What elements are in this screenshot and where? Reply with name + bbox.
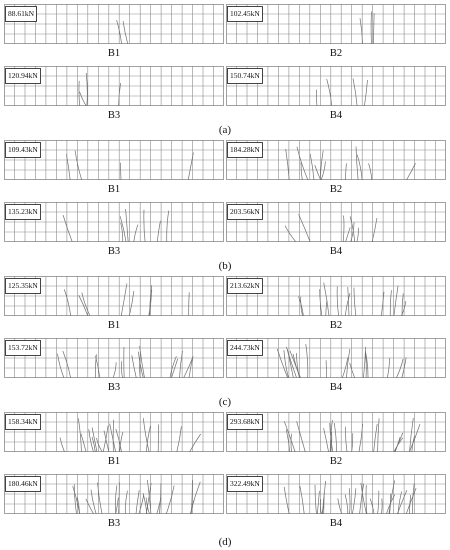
load-label: 150.74kN (227, 68, 263, 84)
crack-line (58, 354, 65, 378)
crack-line (75, 151, 82, 181)
crack-line (394, 286, 398, 316)
crack-line (370, 499, 374, 514)
crack-line (121, 284, 127, 317)
crack-line (63, 215, 72, 242)
beam-specimen (226, 202, 446, 242)
crack-line (119, 83, 121, 106)
load-label: 109.43kN (5, 142, 41, 158)
load-label: 322.49kN (227, 476, 263, 492)
beam-name: B3 (107, 382, 121, 393)
beam-name: B1 (107, 184, 121, 195)
crack-line (396, 359, 403, 378)
crack-line (121, 361, 122, 378)
beam-name: B2 (329, 184, 343, 195)
crack-line (395, 437, 400, 452)
beam-name: B4 (329, 246, 343, 257)
beam-specimen (226, 276, 446, 316)
beam-specimen (226, 66, 446, 106)
crack-line (315, 485, 317, 514)
crack-line (373, 13, 374, 44)
load-label: 293.68kN (227, 414, 263, 430)
crack-line (300, 486, 304, 514)
crack-line (345, 427, 347, 452)
crack-line (343, 216, 344, 243)
crack-line (345, 293, 350, 316)
crack-line (357, 228, 359, 242)
beam-specimen (4, 474, 224, 514)
crack-line (132, 355, 137, 378)
crack-line (374, 424, 378, 452)
beam-name: B1 (107, 320, 121, 331)
beam-name: B2 (329, 48, 343, 59)
beam-specimen (226, 338, 446, 378)
crack-line (123, 21, 128, 44)
crack-line (113, 420, 114, 452)
beam-specimen (226, 474, 446, 514)
crack-line (110, 424, 116, 452)
crack-line (356, 147, 358, 181)
load-label: 88.61kN (5, 6, 37, 22)
beam-name: B1 (107, 48, 121, 59)
beam-name: B4 (329, 110, 343, 121)
crack-line (113, 362, 116, 378)
crack-line (299, 214, 311, 242)
crack-line (390, 290, 391, 316)
beam-name: B3 (107, 110, 121, 121)
load-label: 135.23kN (5, 204, 41, 220)
crack-line (284, 487, 289, 514)
beam-specimen (226, 412, 446, 452)
crack-line (366, 485, 367, 514)
crack-line (286, 429, 290, 452)
crack-line (97, 438, 103, 452)
crack-line (326, 300, 327, 316)
crack-line (60, 438, 65, 452)
crack-line (326, 360, 327, 378)
beam-name: B2 (329, 456, 343, 467)
panel-label: (d) (218, 536, 232, 548)
crack-line (79, 81, 80, 106)
load-label: 180.46kN (5, 476, 41, 492)
crack-line (159, 483, 161, 514)
load-label: 184.28kN (227, 142, 263, 158)
panel-label: (b) (218, 260, 232, 272)
crack-line (369, 163, 372, 180)
crack-line (353, 79, 357, 106)
load-label: 153.72kN (5, 340, 41, 356)
crack-line (190, 434, 201, 452)
crack-line (297, 421, 306, 452)
panel-label: (a) (218, 124, 232, 136)
crack-line (86, 73, 87, 106)
crack-line (366, 353, 367, 378)
crack-line (381, 499, 382, 514)
crack-line (410, 495, 411, 514)
beam-specimen (4, 338, 224, 378)
crack-line (297, 147, 308, 180)
beam-name: B4 (329, 518, 343, 529)
beam-specimen (4, 202, 224, 242)
beam-specimen (4, 4, 224, 44)
crack-line (80, 92, 87, 106)
crack-line (116, 498, 119, 515)
load-label: 120.94kN (5, 68, 41, 84)
crack-line (167, 211, 169, 242)
crack-line (381, 292, 384, 316)
crack-line (78, 418, 81, 452)
crack-line (334, 423, 336, 452)
crack-line (337, 287, 338, 317)
beam-specimen (226, 140, 446, 180)
beam-name: B2 (329, 320, 343, 331)
beam-specimen (4, 66, 224, 106)
crack-line (277, 349, 288, 378)
crack-line (316, 90, 317, 106)
crack-line (413, 484, 415, 514)
crack-line (297, 353, 300, 378)
load-label: 203.56kN (227, 204, 263, 220)
crack-line (315, 165, 321, 180)
crack-line (350, 363, 355, 378)
crack-line (350, 216, 355, 242)
beam-specimen (4, 140, 224, 180)
beam-specimen (4, 276, 224, 316)
crack-line (64, 289, 70, 316)
load-label: 244.73kN (227, 340, 263, 356)
crack-line (104, 431, 109, 452)
crack-line (189, 292, 190, 316)
crack-line (407, 163, 416, 180)
panel-label: (c) (218, 396, 232, 408)
crack-line (352, 488, 356, 514)
beam-name: B3 (107, 246, 121, 257)
crack-line (317, 491, 319, 514)
crack-line (306, 344, 308, 378)
crack-line (170, 356, 177, 378)
crack-line (157, 221, 160, 242)
beam-specimen (4, 412, 224, 452)
crack-line (349, 488, 350, 514)
crack-line (120, 216, 126, 242)
crack-line (177, 426, 182, 452)
crack-line (324, 283, 329, 316)
crack-line (397, 490, 407, 514)
crack-line (121, 163, 122, 180)
load-label: 213.62kN (227, 278, 263, 294)
crack-line (321, 161, 325, 180)
crack-line (134, 225, 138, 242)
crack-line (126, 209, 129, 242)
crack-line (345, 163, 346, 180)
crack-line (354, 288, 356, 316)
crack-line (291, 434, 292, 452)
crack-line (310, 154, 314, 180)
crack-line (284, 421, 295, 452)
crack-line (81, 434, 86, 452)
beam-name: B4 (329, 382, 343, 393)
crack-line (166, 486, 174, 514)
load-label: 158.34kN (5, 414, 41, 430)
crack-line (363, 347, 365, 378)
beam-name: B1 (107, 456, 121, 467)
crack-line (378, 418, 380, 452)
crack-line (184, 356, 194, 378)
crack-line (346, 227, 351, 242)
crack-line (364, 80, 367, 106)
load-label: 125.35kN (5, 278, 41, 294)
beam-name: B3 (107, 518, 121, 529)
crack-line (139, 495, 144, 514)
crack-line (285, 226, 296, 242)
crack-line (144, 210, 145, 242)
crack-line (86, 499, 94, 514)
beam-specimen (226, 4, 446, 44)
load-label: 102.45kN (227, 6, 263, 22)
crack-line (394, 438, 403, 452)
